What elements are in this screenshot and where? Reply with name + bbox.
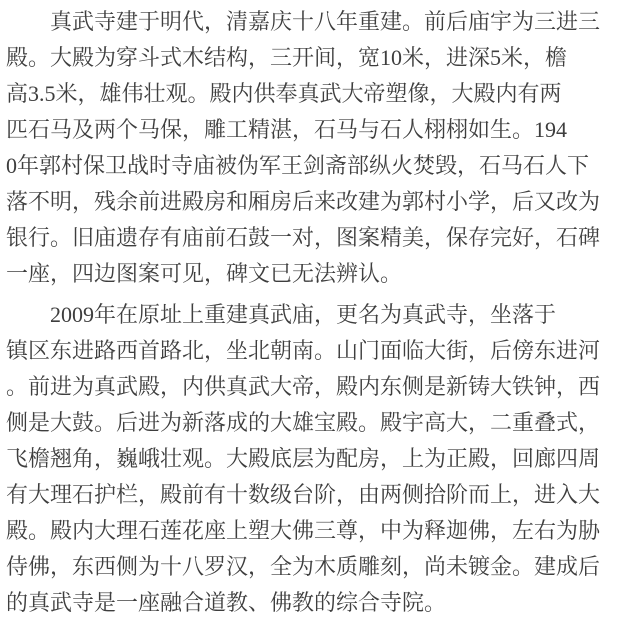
text-line: 真武寺建于明代，清嘉庆十八年重建。前后庙宇为三进三 xyxy=(50,9,601,34)
text-line: 镇区东进路西首路北，坐北朝南。山门面临大街，后傍东进河 xyxy=(6,338,601,363)
text-line: 2009年在原址上重建真武庙，更名为真武寺，坐落于 xyxy=(50,302,557,327)
text-line: 。前进为真武殿，内供真武大帝，殿内东侧是新铸大铁钟，西 xyxy=(6,374,601,399)
text-line: 匹石马及两个马保，雕工精湛，石马与石人栩栩如生。194 xyxy=(6,117,568,142)
text-line: 0年郭村保卫战时寺庙被伪军王剑斋部纵火焚毁，石马石人下 xyxy=(6,153,590,178)
text-line: 有大理石护栏，殿前有十数级台阶，由两侧拾阶而上，进入大 xyxy=(6,482,601,507)
text-line: 殿。殿内大理石莲花座上塑大佛三尊，中为释迦佛，左右为胁 xyxy=(6,518,601,543)
paragraph-temple-rebuild xyxy=(6,297,634,621)
text-line: 侧是大鼓。后进为新落成的大雄宝殿。殿宇高大，二重叠式， xyxy=(6,410,601,435)
paragraph-temple-history xyxy=(6,4,634,292)
text-line: 一座，四边图案可见，碑文已无法辨认。 xyxy=(6,261,403,286)
text-line: 的真武寺是一座融合道教、佛教的综合寺院。 xyxy=(6,590,447,615)
text-line: 侍佛，东西侧为十八罗汉，全为木质雕刻，尚未镀金。建成后 xyxy=(6,554,601,579)
text-line: 飞檐翘角，巍峨壮观。大殿底层为配房，上为正殿，回廊四周 xyxy=(6,446,601,471)
text-line: 落不明，残余前进殿房和厢房后来改建为郭村小学，后又改为 xyxy=(6,189,601,214)
text-line: 银行。旧庙遗存有庙前石鼓一对，图案精美，保存完好，石碑 xyxy=(6,225,601,250)
text-line: 殿。大殿为穿斗式木结构，三开间，宽10米，进深5米，檐 xyxy=(6,45,568,70)
text-line: 高3.5米，雄伟壮观。殿内供奉真武大帝塑像，大殿内有两 xyxy=(6,81,562,106)
